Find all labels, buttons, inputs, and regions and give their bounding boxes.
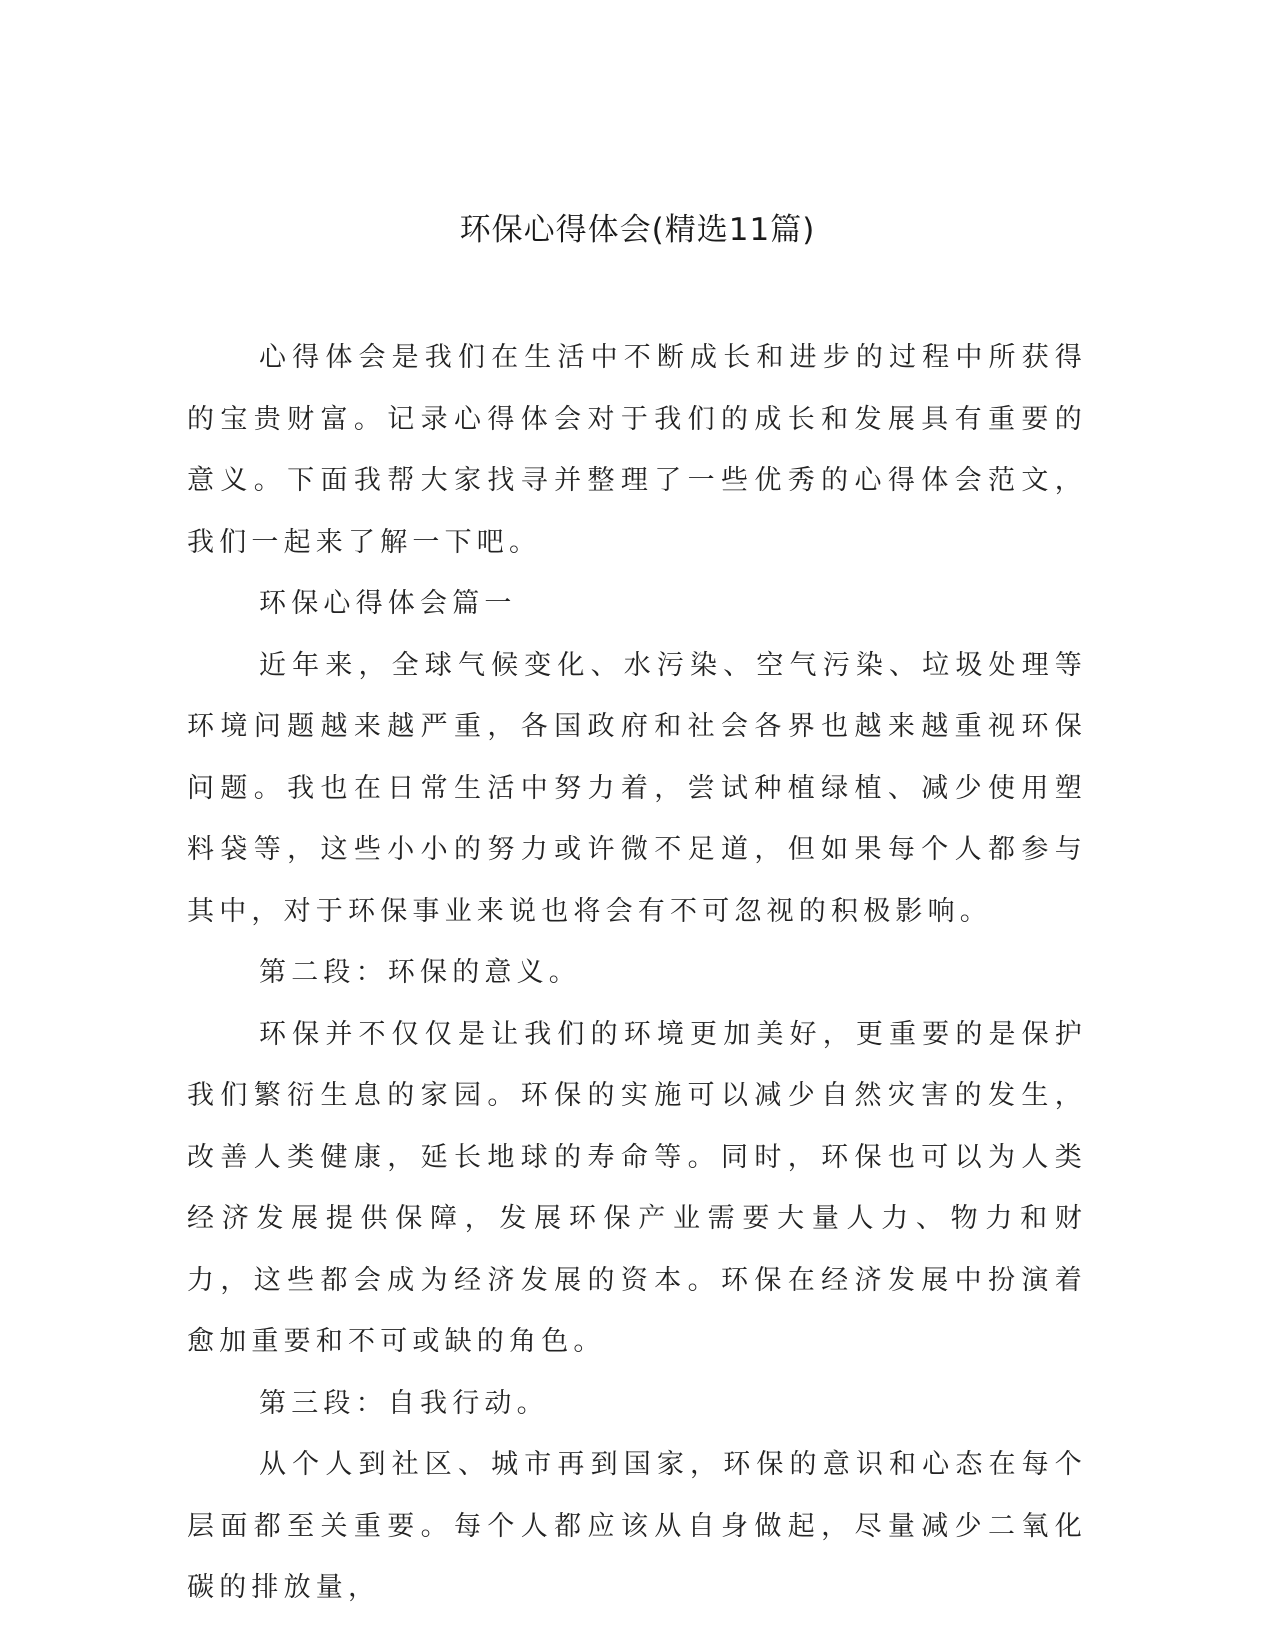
body-paragraph: 近年来，全球气候变化、水污染、空气污染、垃圾处理等环境问题越来越严重，各国政府和社会各界也越来越重视环保问题。我也在日常生活中努力着，尝试种植绿植、减少使用塑料袋等，这些小小的努力或许微不足道，但如果每个人都参与其中，对于环保事业来说也将会有不可忽视的积极影响。 [187, 649, 1087, 927]
intro-paragraph: 心得体会是我们在生活中不断成长和进步的过程中所获得的宝贵财富。记录心得体会对于我们的成长和发展具有重要的意义。下面我帮大家找寻并整理了一些优秀的心得体会范文，我们一起来了解一下吧。 [187, 342, 1087, 558]
document-body [187, 327, 1087, 1619]
section-heading-third: 第三段：自我行动。 [259, 1387, 549, 1419]
section-heading-part-one: 环保心得体会篇一 [259, 588, 517, 619]
document-title: 环保心得体会(精选11篇) [459, 212, 816, 248]
body-paragraph: 从个人到社区、城市再到国家，环保的意识和心态在每个层面都至关重要。每个人都应该从自身做起，尽量减少二氧化碳的排放量， [187, 1449, 1087, 1603]
section-heading-second: 第二段：环保的意义。 [259, 957, 581, 988]
body-paragraph: 环保并不仅仅是让我们的环境更加美好，更重要的是保护我们繁衍生息的家园。环保的实施可以减少自然灾害的发生，改善人类健康，延长地球的寿命等。同时，环保也可以为人类经济发展提供保障，发展环保产业需要大量人力、物力和财力，这些都会成为经济发展的资本。环保在经济发展中扮演着愈加重要和不可或缺的角色。 [187, 1018, 1087, 1357]
